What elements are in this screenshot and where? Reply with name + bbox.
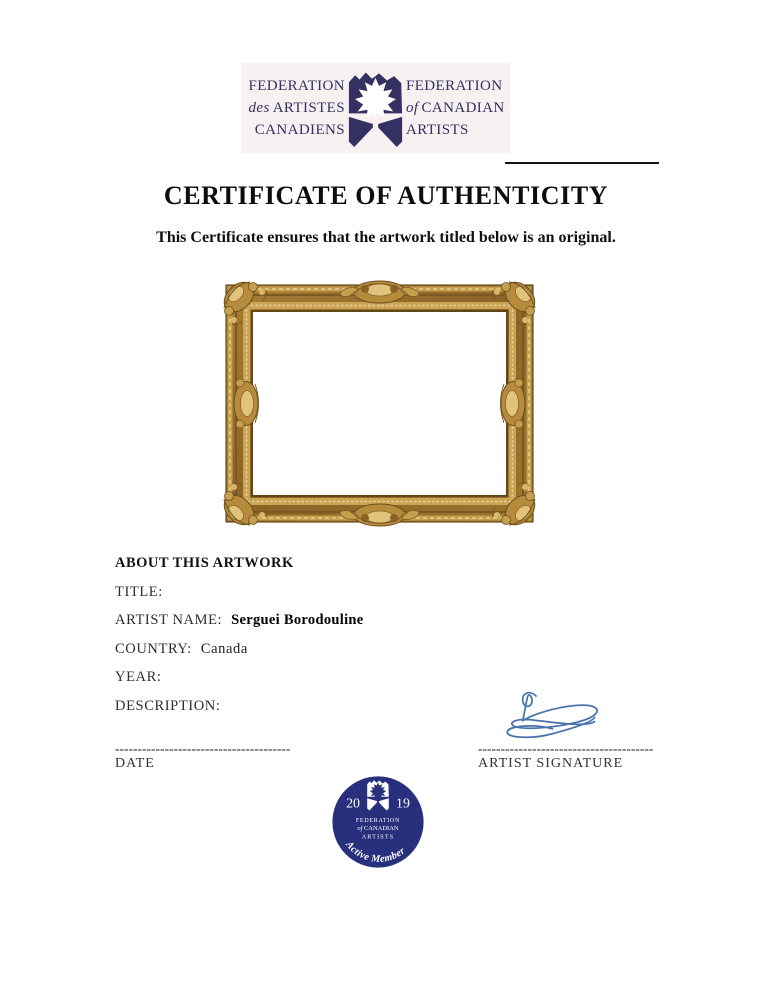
ornate-gold-frame-image [222, 280, 537, 527]
field-label: COUNTRY: [115, 640, 192, 657]
maple-leaf-icon [347, 69, 404, 147]
field-value: Canada [200, 640, 248, 657]
page-subtitle: This Certificate ensures that the artwork titled below is an original. [156, 229, 616, 246]
field-label: DESCRIPTION: [115, 697, 221, 714]
fca-active-member-seal [330, 774, 426, 870]
date-line-dashes: --------------------------------------- [115, 741, 291, 756]
field-year [115, 663, 364, 692]
field-label: YEAR: [115, 669, 162, 686]
field-title [115, 578, 364, 607]
about-artwork-section [115, 549, 364, 721]
logo-line: FEDERATION [406, 78, 503, 94]
badge-org-line3: ARTISTS [361, 834, 395, 841]
header-rule-line [505, 162, 659, 164]
field-artist-name [115, 606, 364, 635]
logo-line: of CANADIAN [406, 100, 505, 116]
logo-text-english [406, 75, 510, 141]
badge-org-line1: FEDERATION [355, 818, 401, 824]
signature-line-dashes: --------------------------------------- [478, 741, 654, 756]
field-country [115, 635, 364, 664]
logo-line: ARTISTS [406, 122, 469, 138]
logo-line: CANADIENS [254, 122, 345, 138]
section-heading: ABOUT THIS ARTWORK [115, 555, 294, 571]
logo-line: des ARTISTES [248, 100, 345, 116]
logo-text-french [241, 75, 345, 141]
page-title: CERTIFICATE OF AUTHENTICITY [163, 181, 609, 210]
field-label: ARTIST NAME: [115, 612, 223, 629]
field-value: Serguei Borodouline [231, 612, 364, 629]
date-label: DATE [115, 756, 155, 771]
badge-member-text: Active Member [343, 839, 408, 866]
fca-logo [241, 63, 510, 153]
badge-year-right: 19 [396, 796, 410, 812]
artist-signature-scribble [495, 688, 613, 743]
badge-year-left: 20 [346, 796, 360, 812]
field-label: TITLE: [115, 583, 163, 600]
logo-line: FEDERATION [248, 78, 345, 94]
field-description [115, 692, 364, 721]
badge-org-line2: ofCANADIAN [357, 825, 399, 833]
artist-signature-label: ARTIST SIGNATURE [478, 756, 624, 771]
